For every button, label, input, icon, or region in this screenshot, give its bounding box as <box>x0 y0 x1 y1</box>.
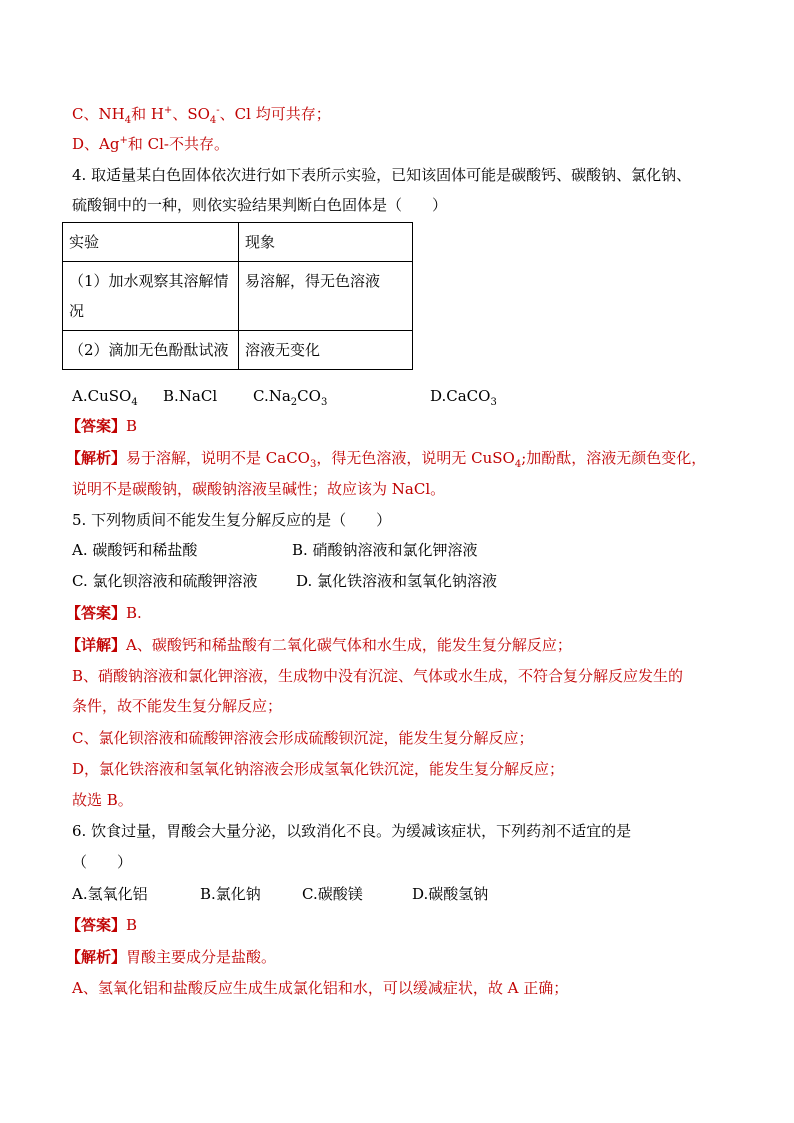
subscript: 4 <box>209 115 217 126</box>
answer-tag: 【答案】 <box>66 916 127 934</box>
option-c-text: C、NH <box>72 105 125 123</box>
question-4-line-1: 4. 取适量某白色固体依次进行如下表所示实验，已知该固体可能是碳酸钙、碳酸钠、氯化钠、 <box>72 166 692 184</box>
detail-tag: 【详解】 <box>66 636 127 654</box>
table-header-row <box>63 223 413 262</box>
option-text: A.CuSO <box>72 387 132 405</box>
option-c-text: 、SO <box>172 105 210 123</box>
superscript: + <box>119 135 128 146</box>
option-d-line <box>72 134 229 154</box>
subscript: 4 <box>124 115 132 126</box>
option-c-text: 、Cl 均可共存； <box>219 105 331 123</box>
q4-analysis-line-1 <box>66 448 706 468</box>
q5-conclusion: 故选 B。 <box>72 791 133 809</box>
q4-option-c <box>253 386 327 406</box>
table-header-cell: 实验 <box>63 223 239 262</box>
q6-option-b: B.氯化钠 <box>200 885 261 903</box>
subscript: 3 <box>490 397 497 408</box>
q6-answer <box>66 915 137 935</box>
q4-answer <box>66 416 137 436</box>
subscript: 3 <box>309 459 317 470</box>
table-row <box>63 331 413 370</box>
table-cell: （1）加水观察其溶解情况 <box>63 262 239 331</box>
table-cell: 易溶解，得无色溶液 <box>239 262 413 331</box>
subscript: 2 <box>290 397 298 408</box>
option-text: CO <box>297 387 321 405</box>
table-header-cell: 现象 <box>239 223 413 262</box>
subscript: 4 <box>514 459 522 470</box>
q4-option-a <box>72 386 138 406</box>
superscript: + <box>163 105 173 116</box>
q4-option-b: B.NaCl <box>163 387 218 405</box>
question-6-title-2: （ ） <box>72 853 133 871</box>
q5-detail-c: C、氯化钡溶液和硫酸钾溶液会形成硫酸钡沉淀，能发生复分解反应； <box>72 729 534 747</box>
q4-analysis-line-2: 说明不是碳酸钠，碳酸钠溶液呈碱性；故应该为 NaCl。 <box>72 480 446 498</box>
q6-option-a: A.氢氧化铝 <box>72 885 148 903</box>
subscript: 3 <box>320 397 328 408</box>
table-cell: 溶液无变化 <box>239 331 413 370</box>
answer-value: B. <box>126 604 142 622</box>
option-c-line <box>72 104 331 124</box>
analysis-text: 胃酸主要成分是盐酸。 <box>126 948 277 966</box>
q5-option-b: B. 硝酸钠溶液和氯化钾溶液 <box>292 541 478 559</box>
analysis-text: ，得无色溶液，说明无 CuSO <box>316 449 515 467</box>
q5-detail-a <box>66 635 572 655</box>
q5-answer <box>66 603 142 623</box>
option-text: C.Na <box>253 387 291 405</box>
q5-option-a: A. 碳酸钙和稀盐酸 <box>72 541 198 559</box>
q6-option-d: D.碳酸氢钠 <box>412 885 489 903</box>
q6-analysis <box>66 947 276 967</box>
table-cell: （2）滴加无色酚酞试液 <box>63 331 239 370</box>
question-4-line-2: 硫酸铜中的一种，则依实验结果判断白色固体是（ ） <box>72 196 448 214</box>
q6-option-c: C.碳酸镁 <box>302 885 363 903</box>
analysis-text: 易于溶解，说明不是 CaCO <box>126 449 310 467</box>
option-text: D.CaCO <box>430 387 491 405</box>
table-row <box>63 262 413 331</box>
analysis-tag: 【解析】 <box>66 449 127 467</box>
option-c-text: 和 H <box>131 105 164 123</box>
analysis-tag: 【解析】 <box>66 948 127 966</box>
detail-text: A、碳酸钙和稀盐酸有二氧化碳气体和水生成，能发生复分解反应； <box>126 636 572 654</box>
question-6-title-1: 6. 饮食过量，胃酸会大量分泌，以致消化不良。为缓减该症状，下列药剂不适宜的是 <box>72 822 632 840</box>
q5-option-c: C. 氯化钡溶液和硫酸钾溶液 <box>72 572 258 590</box>
q6-analysis-a: A、氢氧化铝和盐酸反应生成生成氯化铝和水，可以缓减症状，故 A 正确； <box>72 979 569 997</box>
option-d-text: D、Ag <box>72 135 120 153</box>
superscript: - <box>216 105 220 116</box>
analysis-text: ;加酚酞，溶液无颜色变化， <box>521 449 707 467</box>
experiment-table <box>62 222 413 370</box>
answer-tag: 【答案】 <box>66 417 127 435</box>
q5-detail-b-2: 条件，故不能发生复分解反应； <box>72 697 283 715</box>
q5-detail-b-1: B、硝酸钠溶液和氯化钾溶液，生成物中没有沉淀、气体或水生成，不符合复分解反应发生的 <box>72 667 684 685</box>
answer-tag: 【答案】 <box>66 604 127 622</box>
question-5-title: 5. 下列物质间不能发生复分解反应的是（ ） <box>72 511 392 529</box>
option-d-text: 和 Cl-不共存。 <box>127 135 229 153</box>
answer-value: B <box>126 417 138 435</box>
q5-detail-d: D，氯化铁溶液和氢氧化钠溶液会形成氢氧化铁沉淀，能发生复分解反应； <box>72 760 565 778</box>
answer-value: B <box>126 916 138 934</box>
q4-option-d <box>430 386 497 406</box>
subscript: 4 <box>131 397 138 408</box>
q5-option-d: D. 氯化铁溶液和氢氧化钠溶液 <box>296 572 498 590</box>
